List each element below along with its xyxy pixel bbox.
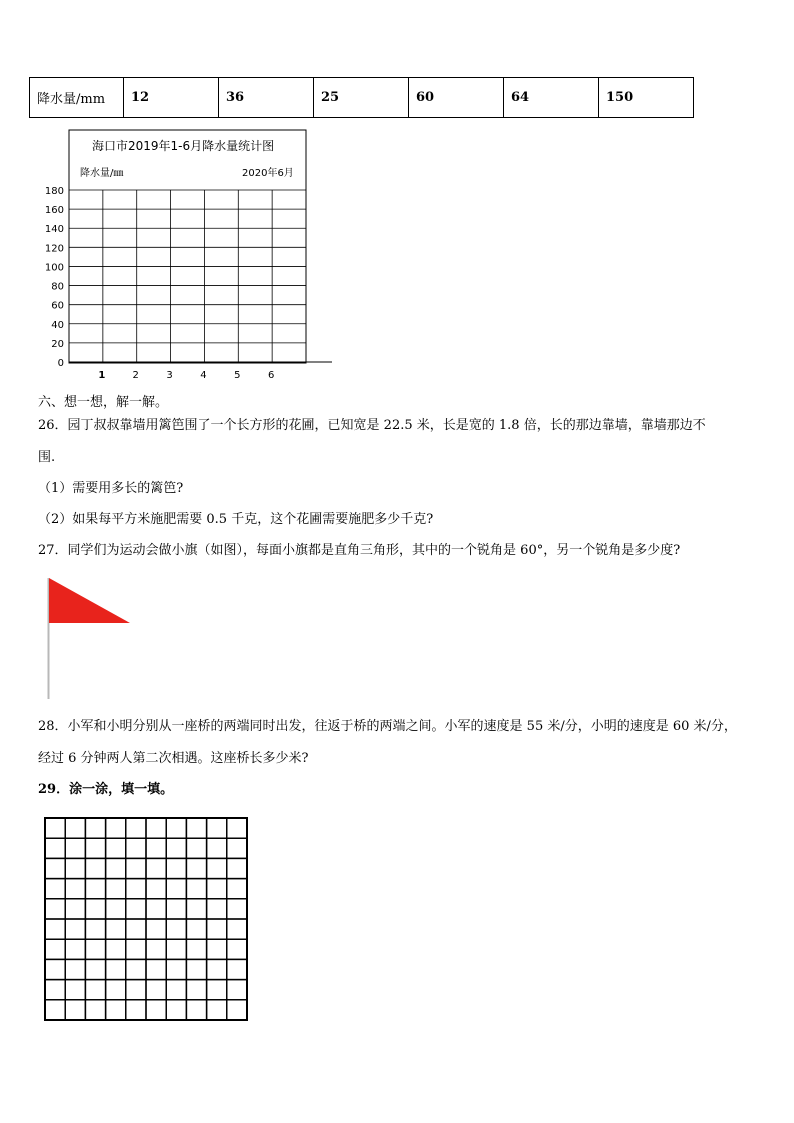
- grid-cell[interactable]: [186, 919, 206, 939]
- chart-frame: [69, 130, 306, 363]
- grid-cell[interactable]: [45, 919, 65, 939]
- grid-cell[interactable]: [65, 939, 85, 959]
- grid-cell[interactable]: [227, 818, 247, 838]
- grid-cell[interactable]: [166, 899, 186, 919]
- grid-cell[interactable]: [166, 818, 186, 838]
- chart-grid: [69, 190, 306, 362]
- y-tick-label: 60: [51, 300, 64, 312]
- grid-cell[interactable]: [207, 919, 227, 939]
- grid-cell[interactable]: [227, 879, 247, 899]
- question-26-line2: 围.: [38, 450, 56, 465]
- table-cell: 150: [599, 78, 694, 118]
- grid-cell[interactable]: [166, 939, 186, 959]
- grid-cell[interactable]: [85, 838, 105, 858]
- y-tick-label: 160: [44, 205, 64, 217]
- grid-cell[interactable]: [45, 1000, 65, 1020]
- grid-cell[interactable]: [106, 959, 126, 979]
- table-cell: 64: [504, 78, 599, 118]
- grid-cell[interactable]: [186, 1000, 206, 1020]
- grid-cell[interactable]: [126, 858, 146, 878]
- grid-cell[interactable]: [207, 838, 227, 858]
- grid-cell[interactable]: [166, 858, 186, 878]
- x-tick-label: 2: [132, 370, 139, 381]
- grid-cell[interactable]: [126, 939, 146, 959]
- grid-cell[interactable]: [146, 899, 166, 919]
- grid-cell[interactable]: [45, 879, 65, 899]
- grid-cell[interactable]: [166, 959, 186, 979]
- grid-cell[interactable]: [65, 858, 85, 878]
- grid-cell[interactable]: [126, 980, 146, 1000]
- grid-cell[interactable]: [186, 838, 206, 858]
- grid-cell[interactable]: [85, 919, 105, 939]
- grid-cell[interactable]: [146, 879, 166, 899]
- grid-cell[interactable]: [146, 959, 166, 979]
- question-27: 27．同学们为运动会做小旗（如图），每面小旗都是直角三角形，其中的一个锐角是 60°，另一个锐角是多少度?: [38, 543, 681, 558]
- x-tick-label: 4: [200, 370, 207, 381]
- grid-cell[interactable]: [227, 899, 247, 919]
- grid-cell[interactable]: [186, 858, 206, 878]
- flag-triangle: [49, 578, 130, 623]
- grid-cell[interactable]: [106, 879, 126, 899]
- table-cell: 36: [219, 78, 314, 118]
- grid-cell[interactable]: [65, 959, 85, 979]
- grid-cell[interactable]: [45, 838, 65, 858]
- grid-cell[interactable]: [85, 879, 105, 899]
- grid-cell[interactable]: [166, 879, 186, 899]
- table-row: [30, 78, 694, 118]
- chart-date: 2020年6月: [242, 168, 294, 179]
- y-tick-label: 40: [51, 319, 64, 331]
- table-cell: 60: [409, 78, 504, 118]
- grid-cell[interactable]: [126, 818, 146, 838]
- grid-cell[interactable]: [186, 939, 206, 959]
- grid-cell[interactable]: [207, 939, 227, 959]
- question-26-sub1: （1）需要用多长的篱笆?: [38, 481, 184, 496]
- grid-cell[interactable]: [106, 838, 126, 858]
- grid-cell[interactable]: [207, 980, 227, 1000]
- rainfall-table: [29, 77, 694, 118]
- grid-cell[interactable]: [106, 818, 126, 838]
- grid-cell[interactable]: [146, 838, 166, 858]
- x-tick-label: 6: [267, 370, 275, 381]
- y-tick-label: 180: [44, 186, 64, 197]
- question-29: 29．涂一涂，填一填。: [38, 782, 174, 797]
- grid-cell[interactable]: [45, 980, 65, 1000]
- y-tick-label: 120: [44, 243, 64, 255]
- grid-cell[interactable]: [106, 980, 126, 1000]
- table-header-cell: 降水量/mm: [30, 78, 124, 118]
- y-tick-label: 140: [44, 224, 64, 236]
- grid-cell[interactable]: [146, 818, 166, 838]
- grid-cell[interactable]: [85, 980, 105, 1000]
- table-cell: 12: [124, 78, 219, 118]
- grid-cell[interactable]: [227, 980, 247, 1000]
- grid-cell[interactable]: [166, 919, 186, 939]
- rainfall-chart: [40, 128, 340, 383]
- grid-cell[interactable]: [85, 959, 105, 979]
- question-28-line1: 28．小军和小明分别从一座桥的两端同时出发，往返于桥的两端之间。小军的速度是 55 米/分，小明的速度是 60 米/分，: [38, 719, 737, 734]
- grid-cell[interactable]: [207, 879, 227, 899]
- grid-cell[interactable]: [166, 838, 186, 858]
- grid-cell[interactable]: [227, 838, 247, 858]
- chart-y-label: 降水量/㎜: [80, 168, 124, 179]
- grid-cell[interactable]: [45, 899, 65, 919]
- grid-cell[interactable]: [106, 899, 126, 919]
- grid-cell[interactable]: [65, 838, 85, 858]
- y-tick-label: 80: [51, 281, 64, 293]
- question-26-sub2: （2）如果每平方米施肥需要 0.5 千克，这个花圃需要施肥多少千克?: [38, 512, 434, 527]
- grid-cell[interactable]: [65, 1000, 85, 1020]
- grid-cell[interactable]: [146, 919, 166, 939]
- question-26-line1: 26．园丁叔叔靠墙用篱笆围了一个长方形的花圃，已知宽是 22.5 米，长是宽的 1.8 倍，长的那边靠墙，靠墙那边不: [38, 418, 706, 433]
- grid-cell[interactable]: [207, 858, 227, 878]
- grid-cell[interactable]: [45, 818, 65, 838]
- y-tick-label: 0: [57, 358, 64, 369]
- grid-cell[interactable]: [65, 818, 85, 838]
- y-tick-label: 20: [51, 338, 64, 350]
- y-tick-label: 100: [44, 262, 64, 274]
- grid-cell[interactable]: [85, 818, 105, 838]
- x-tick-label: 3: [166, 370, 173, 381]
- grid-cell[interactable]: [85, 899, 105, 919]
- question-28-line2: 经过 6 分钟两人第二次相遇。这座桥长多少米?: [38, 751, 309, 766]
- grid-cell[interactable]: [126, 959, 146, 979]
- grid-cell[interactable]: [186, 879, 206, 899]
- grid-cell[interactable]: [146, 980, 166, 1000]
- grid-cell[interactable]: [227, 919, 247, 939]
- grid-cell[interactable]: [126, 919, 146, 939]
- grid-cell[interactable]: [186, 980, 206, 1000]
- grid-cell[interactable]: [126, 879, 146, 899]
- grid-cell[interactable]: [45, 858, 65, 878]
- grid-cell[interactable]: [186, 959, 206, 979]
- grid-cell[interactable]: [146, 1000, 166, 1020]
- grid-cell[interactable]: [227, 858, 247, 878]
- grid-cell[interactable]: [45, 939, 65, 959]
- table-cell: 25: [314, 78, 409, 118]
- grid-cell[interactable]: [85, 858, 105, 878]
- coloring-grid[interactable]: [42, 815, 250, 1025]
- flag-illustration: [44, 576, 136, 701]
- grid-cell[interactable]: [186, 818, 206, 838]
- x-tick-label: 1: [98, 370, 106, 381]
- grid-cell[interactable]: [166, 1000, 186, 1020]
- grid-cell[interactable]: [106, 919, 126, 939]
- y-axis-ticks: [45, 186, 64, 369]
- grid-cell[interactable]: [106, 1000, 126, 1020]
- grid-cell[interactable]: [126, 899, 146, 919]
- grid-cell[interactable]: [207, 1000, 227, 1020]
- grid-cell[interactable]: [85, 1000, 105, 1020]
- grid-cell[interactable]: [106, 939, 126, 959]
- grid-cell[interactable]: [65, 980, 85, 1000]
- grid-cell[interactable]: [85, 939, 105, 959]
- grid-cell[interactable]: [65, 899, 85, 919]
- grid-cell[interactable]: [146, 939, 166, 959]
- grid-cell[interactable]: [166, 980, 186, 1000]
- chart-title: 海口市2019年1-6月降水量统计图: [92, 139, 275, 153]
- grid-cell[interactable]: [227, 939, 247, 959]
- x-axis-ticks: [98, 370, 274, 381]
- grid-cell[interactable]: [207, 818, 227, 838]
- grid-cell[interactable]: [227, 959, 247, 979]
- grid-cell[interactable]: [126, 1000, 146, 1020]
- grid-cell[interactable]: [207, 899, 227, 919]
- grid-cell[interactable]: [65, 879, 85, 899]
- grid-cell[interactable]: [227, 1000, 247, 1020]
- grid-cell[interactable]: [207, 959, 227, 979]
- grid-cell[interactable]: [45, 959, 65, 979]
- x-tick-label: 5: [234, 370, 241, 381]
- grid-cell[interactable]: [126, 838, 146, 858]
- grid-cell[interactable]: [146, 858, 166, 878]
- grid-cell[interactable]: [65, 919, 85, 939]
- grid-cell[interactable]: [186, 899, 206, 919]
- grid-cell[interactable]: [106, 858, 126, 878]
- section-title: 六、想一想，解一解。: [38, 395, 169, 410]
